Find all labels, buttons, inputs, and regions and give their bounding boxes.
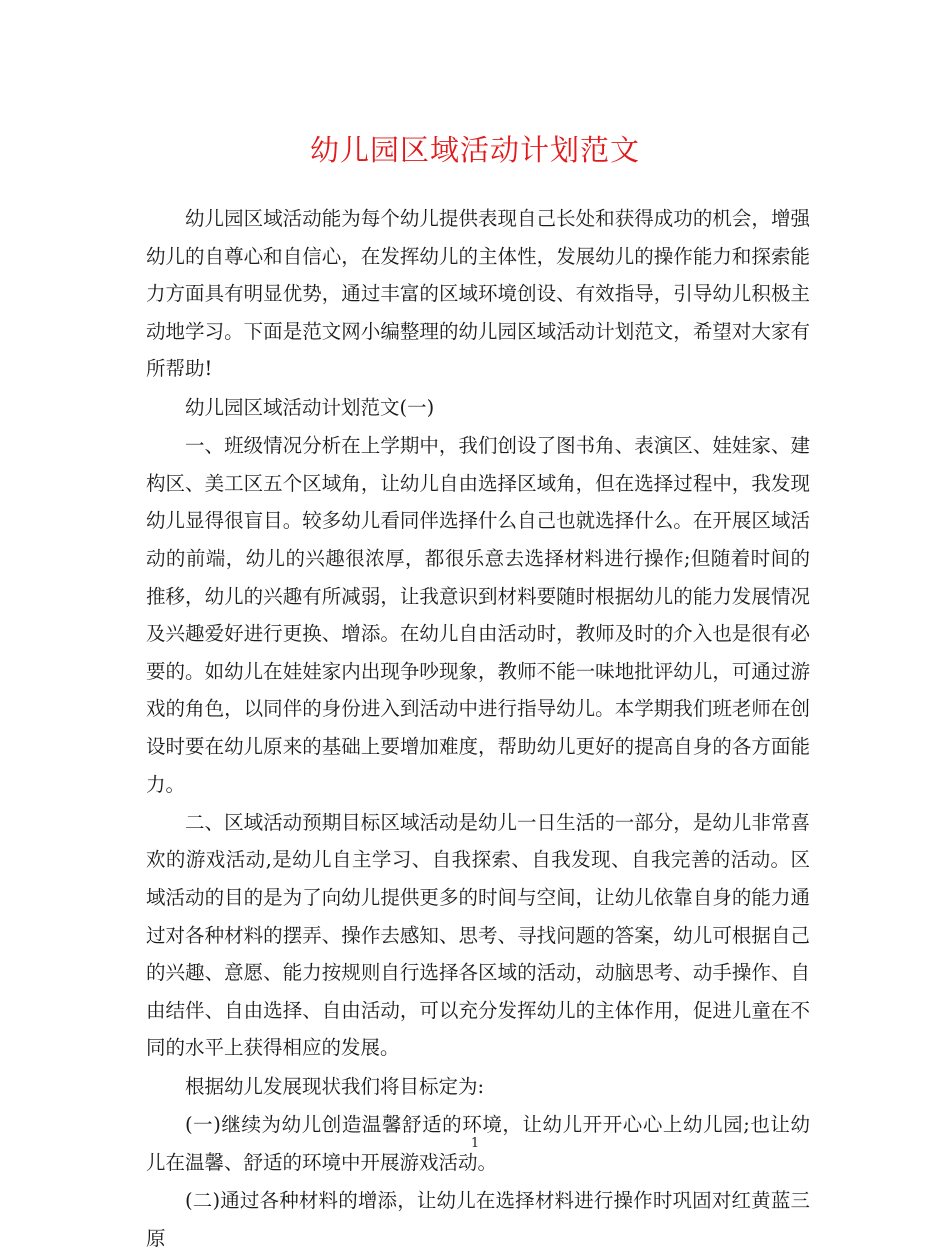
document-title: 幼儿园区域活动计划范文 [309,133,640,167]
paragraph-goal-intro: 根据幼儿发展现状我们将目标定为: [185,1074,485,1098]
paragraph-subtitle: 幼儿园区域活动计划范文(一) [185,395,435,419]
document-body [146,200,810,1258]
paragraph-class-analysis: 一、班级情况分析在上学期中，我们创设了图书角、表演区、娃娃家、建构区、美工区五个区域角，让幼儿自由选择区域角，但在选择过程中，我发现幼儿显得很盲目。较多幼儿看同伴选择什么自己也就选择什么。在开展区域活动的前端，幼儿的兴趣很浓厚，都很乐意去选择材料进行操作;但随着时间的推移，幼儿的兴趣有所减弱，让我意识到材料要随时根据幼儿的能力发展情况及兴趣爱好进行更换、增添。在幼儿自由活动时，教师及时的介入也是很有必要的。如幼儿在娃娃家内出现争吵现象，教师不能一味地批评幼儿，可通过游戏的角色，以同伴的身份进入到活动中进行指导幼儿。本学期我们班老师在创设时要在幼儿原来的基础上要增加难度，帮助幼儿更好的提高自身的各方面能力。 [146,434,810,796]
paragraph-expected-goals: 二、区域活动预期目标区域活动是幼儿一日生活的一部分，是幼儿非常喜欢的游戏活动,是幼儿自主学习、自我探索、自我发现、自我完善的活动。区域活动的目的是为了向幼儿提供更多的时间与空间，让幼儿依靠自身的能力通过对各种材料的摆弄、操作去感知、思考、寻找问题的答案，幼儿可根据自己的兴趣、意愿、能力按规则自行选择各区域的活动，动脑思考、动手操作、自由结伴、自由选择、自由活动，可以充分发挥幼儿的主体作用，促进儿童在不同的水平上获得相应的发展。 [146,810,810,1060]
paragraph-goal-two: (二)通过各种材料的增添，让幼儿在选择材料进行操作时巩固对红黄蓝三原 [146,1189,810,1250]
paragraph-goal-one: (一)继续为幼儿创造温馨舒适的环境，让幼儿开开心心上幼儿园;也让幼儿在温馨、舒适的环境中开展游戏活动。 [146,1113,810,1174]
paragraph-intro: 幼儿园区域活动能为每个幼儿提供表现自己长处和获得成功的机会，增强幼儿的自尊心和自信心，在发挥幼儿的主体性，发展幼儿的操作能力和探索能力方面具有明显优势，通过丰富的区域环境创设、有效指导，引导幼儿积极主动地学习。下面是范文网小编整理的幼儿园区域活动计划范文，希望对大家有所帮助! [146,207,810,381]
page-number: 1 [470,1136,480,1151]
